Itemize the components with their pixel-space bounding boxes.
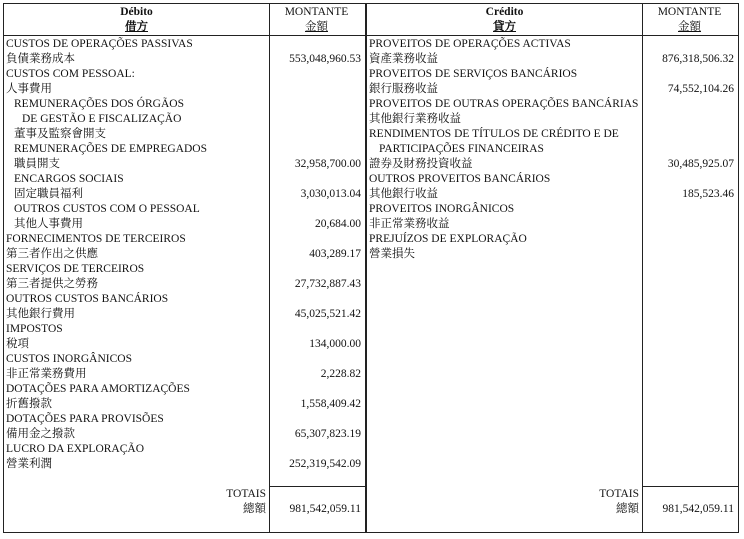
table-row: [4, 217, 365, 232]
row-label: CUSTOS INORGÂNICOS: [6, 353, 132, 365]
debit-title: Débito: [120, 6, 153, 18]
table-row: [4, 412, 365, 427]
row-amount: 3,030,013.04: [300, 188, 361, 200]
row-label: 其他銀行費用: [6, 308, 75, 320]
table-row: [4, 97, 365, 112]
row-amount: 20,684.00: [315, 218, 361, 230]
credit-title-zh: 貸方: [493, 21, 516, 33]
row-amount: 2,228.82: [320, 368, 361, 380]
row-label: RENDIMENTOS DE TÍTULOS DE CRÉDITO E DE: [369, 128, 619, 140]
debit-title-zh: 借方: [125, 21, 148, 33]
table-row: [367, 67, 738, 82]
table-row: [4, 157, 365, 172]
debit-table: [3, 3, 366, 533]
row-label: 人事費用: [6, 83, 52, 95]
table-row: [4, 277, 365, 292]
table-row: [4, 322, 365, 337]
table-row: [4, 187, 365, 202]
totals-label-zh: 總額: [616, 503, 639, 515]
table-row: [4, 307, 365, 322]
table-row: [4, 427, 365, 442]
table-row: [4, 457, 365, 472]
row-label: 其他銀行業務收益: [369, 113, 461, 125]
table-row: [4, 232, 365, 247]
debit-totals-label: [4, 487, 266, 517]
table-row: [367, 97, 738, 112]
row-label: SERVIÇOS DE TERCEIROS: [6, 263, 145, 275]
row-amount: 74,552,104.26: [667, 83, 734, 95]
row-label: PROVEITOS DE OUTRAS OPERAÇÕES BANCÁRIAS: [369, 98, 639, 110]
table-row: [4, 82, 365, 97]
row-label: 營業損失: [369, 248, 415, 260]
row-label: PROVEITOS DE OPERAÇÕES ACTIVAS: [369, 38, 571, 50]
credit-totals-label: [367, 487, 639, 517]
row-label: 資產業務收益: [369, 53, 438, 65]
row-label: 其他人事費用: [14, 218, 83, 230]
table-row: [367, 172, 738, 187]
credit-header: [367, 4, 642, 36]
totals-label: TOTAIS: [226, 488, 266, 500]
table-row: [4, 52, 365, 67]
credit-total-amount: 981,542,059.11: [662, 503, 734, 515]
row-amount: 876,318,506.32: [662, 53, 734, 65]
amount-header-zh: 金額: [305, 21, 328, 33]
table-row: [4, 262, 365, 277]
debit-header: [4, 4, 269, 36]
table-row: [367, 37, 738, 52]
row-label: ENCARGOS SOCIAIS: [14, 173, 124, 185]
table-row: [4, 37, 365, 52]
credit-title: Crédito: [485, 6, 524, 18]
row-label: CUSTOS DE OPERAÇÕES PASSIVAS: [6, 38, 193, 50]
row-label: 董事及監察會開支: [14, 128, 106, 140]
credit-amount-header: [642, 4, 737, 36]
row-label: 備用金之撥款: [6, 428, 75, 440]
table-row: [4, 112, 365, 127]
table-row: [4, 382, 365, 397]
row-amount: 32,958,700.00: [294, 158, 361, 170]
amount-header: MONTANTE: [657, 6, 722, 18]
row-label: OUTROS CUSTOS COM O PESSOAL: [14, 203, 200, 215]
row-label: PROVEITOS DE SERVIÇOS BANCÁRIOS: [369, 68, 578, 80]
table-row: [4, 337, 365, 352]
row-label: 營業利潤: [6, 458, 52, 470]
row-label: PARTICIPAÇÕES FINANCEIRAS: [379, 143, 544, 155]
table-row: [4, 397, 365, 412]
row-amount: 403,289.17: [309, 248, 361, 260]
row-label: 證券及財務投資收益: [369, 158, 473, 170]
row-amount: 185,523.46: [682, 188, 734, 200]
row-label: 銀行服務收益: [369, 83, 438, 95]
row-label: 職員開支: [14, 158, 60, 170]
table-row: [367, 142, 738, 157]
row-label: CUSTOS COM PESSOAL:: [6, 68, 135, 80]
row-label: 負債業務成本: [6, 53, 75, 65]
table-row: [4, 247, 365, 262]
table-row: [4, 127, 365, 142]
row-label: 其他銀行收益: [369, 188, 438, 200]
table-row: [367, 127, 738, 142]
totals-label: TOTAIS: [599, 488, 639, 500]
row-label: 固定職員福利: [14, 188, 83, 200]
row-label: REMUNERAÇÕES DE EMPREGADOS: [14, 143, 207, 155]
table-row: [4, 142, 365, 157]
row-label: DOTAÇÕES PARA AMORTIZAÇÕES: [6, 383, 190, 395]
credit-table: [366, 3, 739, 533]
table-row: [367, 52, 738, 67]
row-amount: 553,048,960.53: [289, 53, 361, 65]
totals-divider: [642, 486, 738, 487]
table-row: [367, 202, 738, 217]
table-row: [4, 292, 365, 307]
table-row: [4, 367, 365, 382]
row-amount: 65,307,823.19: [294, 428, 361, 440]
row-label: 第三者作出之供應: [6, 248, 98, 260]
row-label: 稅項: [6, 338, 29, 350]
totals-divider: [269, 486, 365, 487]
table-row: [4, 352, 365, 367]
row-label: DE GESTÃO E FISCALIZAÇÃO: [22, 113, 182, 125]
row-amount: 134,000.00: [309, 338, 361, 350]
table-row: [367, 157, 738, 172]
table-row: [367, 82, 738, 97]
table-row: [4, 202, 365, 217]
row-label: OUTROS PROVEITOS BANCÁRIOS: [369, 173, 551, 185]
row-amount: 27,732,887.43: [294, 278, 361, 290]
row-label: IMPOSTOS: [6, 323, 63, 335]
row-label: 非正常業務費用: [6, 368, 87, 380]
row-label: REMUNERAÇÕES DOS ÓRGÃOS: [14, 98, 184, 110]
table-row: [367, 247, 738, 262]
row-label: 折舊撥款: [6, 398, 52, 410]
table-row: [4, 442, 365, 457]
row-label: FORNECIMENTOS DE TERCEIROS: [6, 233, 186, 245]
row-label: 非正常業務收益: [369, 218, 450, 230]
amount-header: MONTANTE: [284, 6, 349, 18]
row-amount: 252,319,542.09: [289, 458, 361, 470]
table-row: [367, 217, 738, 232]
row-label: LUCRO DA EXPLORAÇÃO: [6, 443, 145, 455]
row-amount: 30,485,925.07: [667, 158, 734, 170]
debit-amount-header: [269, 4, 364, 36]
row-amount: 1,558,409.42: [300, 398, 361, 410]
table-row: [4, 67, 365, 82]
table-row: [4, 172, 365, 187]
row-label: OUTROS CUSTOS BANCÁRIOS: [6, 293, 169, 305]
amount-header-zh: 金額: [678, 21, 701, 33]
totals-label-zh: 總額: [243, 503, 266, 515]
row-label: PREJUÍZOS DE EXPLORAÇÃO: [369, 233, 527, 245]
debit-total-amount: 981,542,059.11: [289, 503, 361, 515]
table-row: [367, 187, 738, 202]
table-row: [367, 112, 738, 127]
row-label: 第三者提供之勞務: [6, 278, 98, 290]
row-amount: 45,025,521.42: [294, 308, 361, 320]
row-label: DOTAÇÕES PARA PROVISÕES: [6, 413, 164, 425]
row-label: PROVEITOS INORGÂNICOS: [369, 203, 515, 215]
table-row: [367, 232, 738, 247]
